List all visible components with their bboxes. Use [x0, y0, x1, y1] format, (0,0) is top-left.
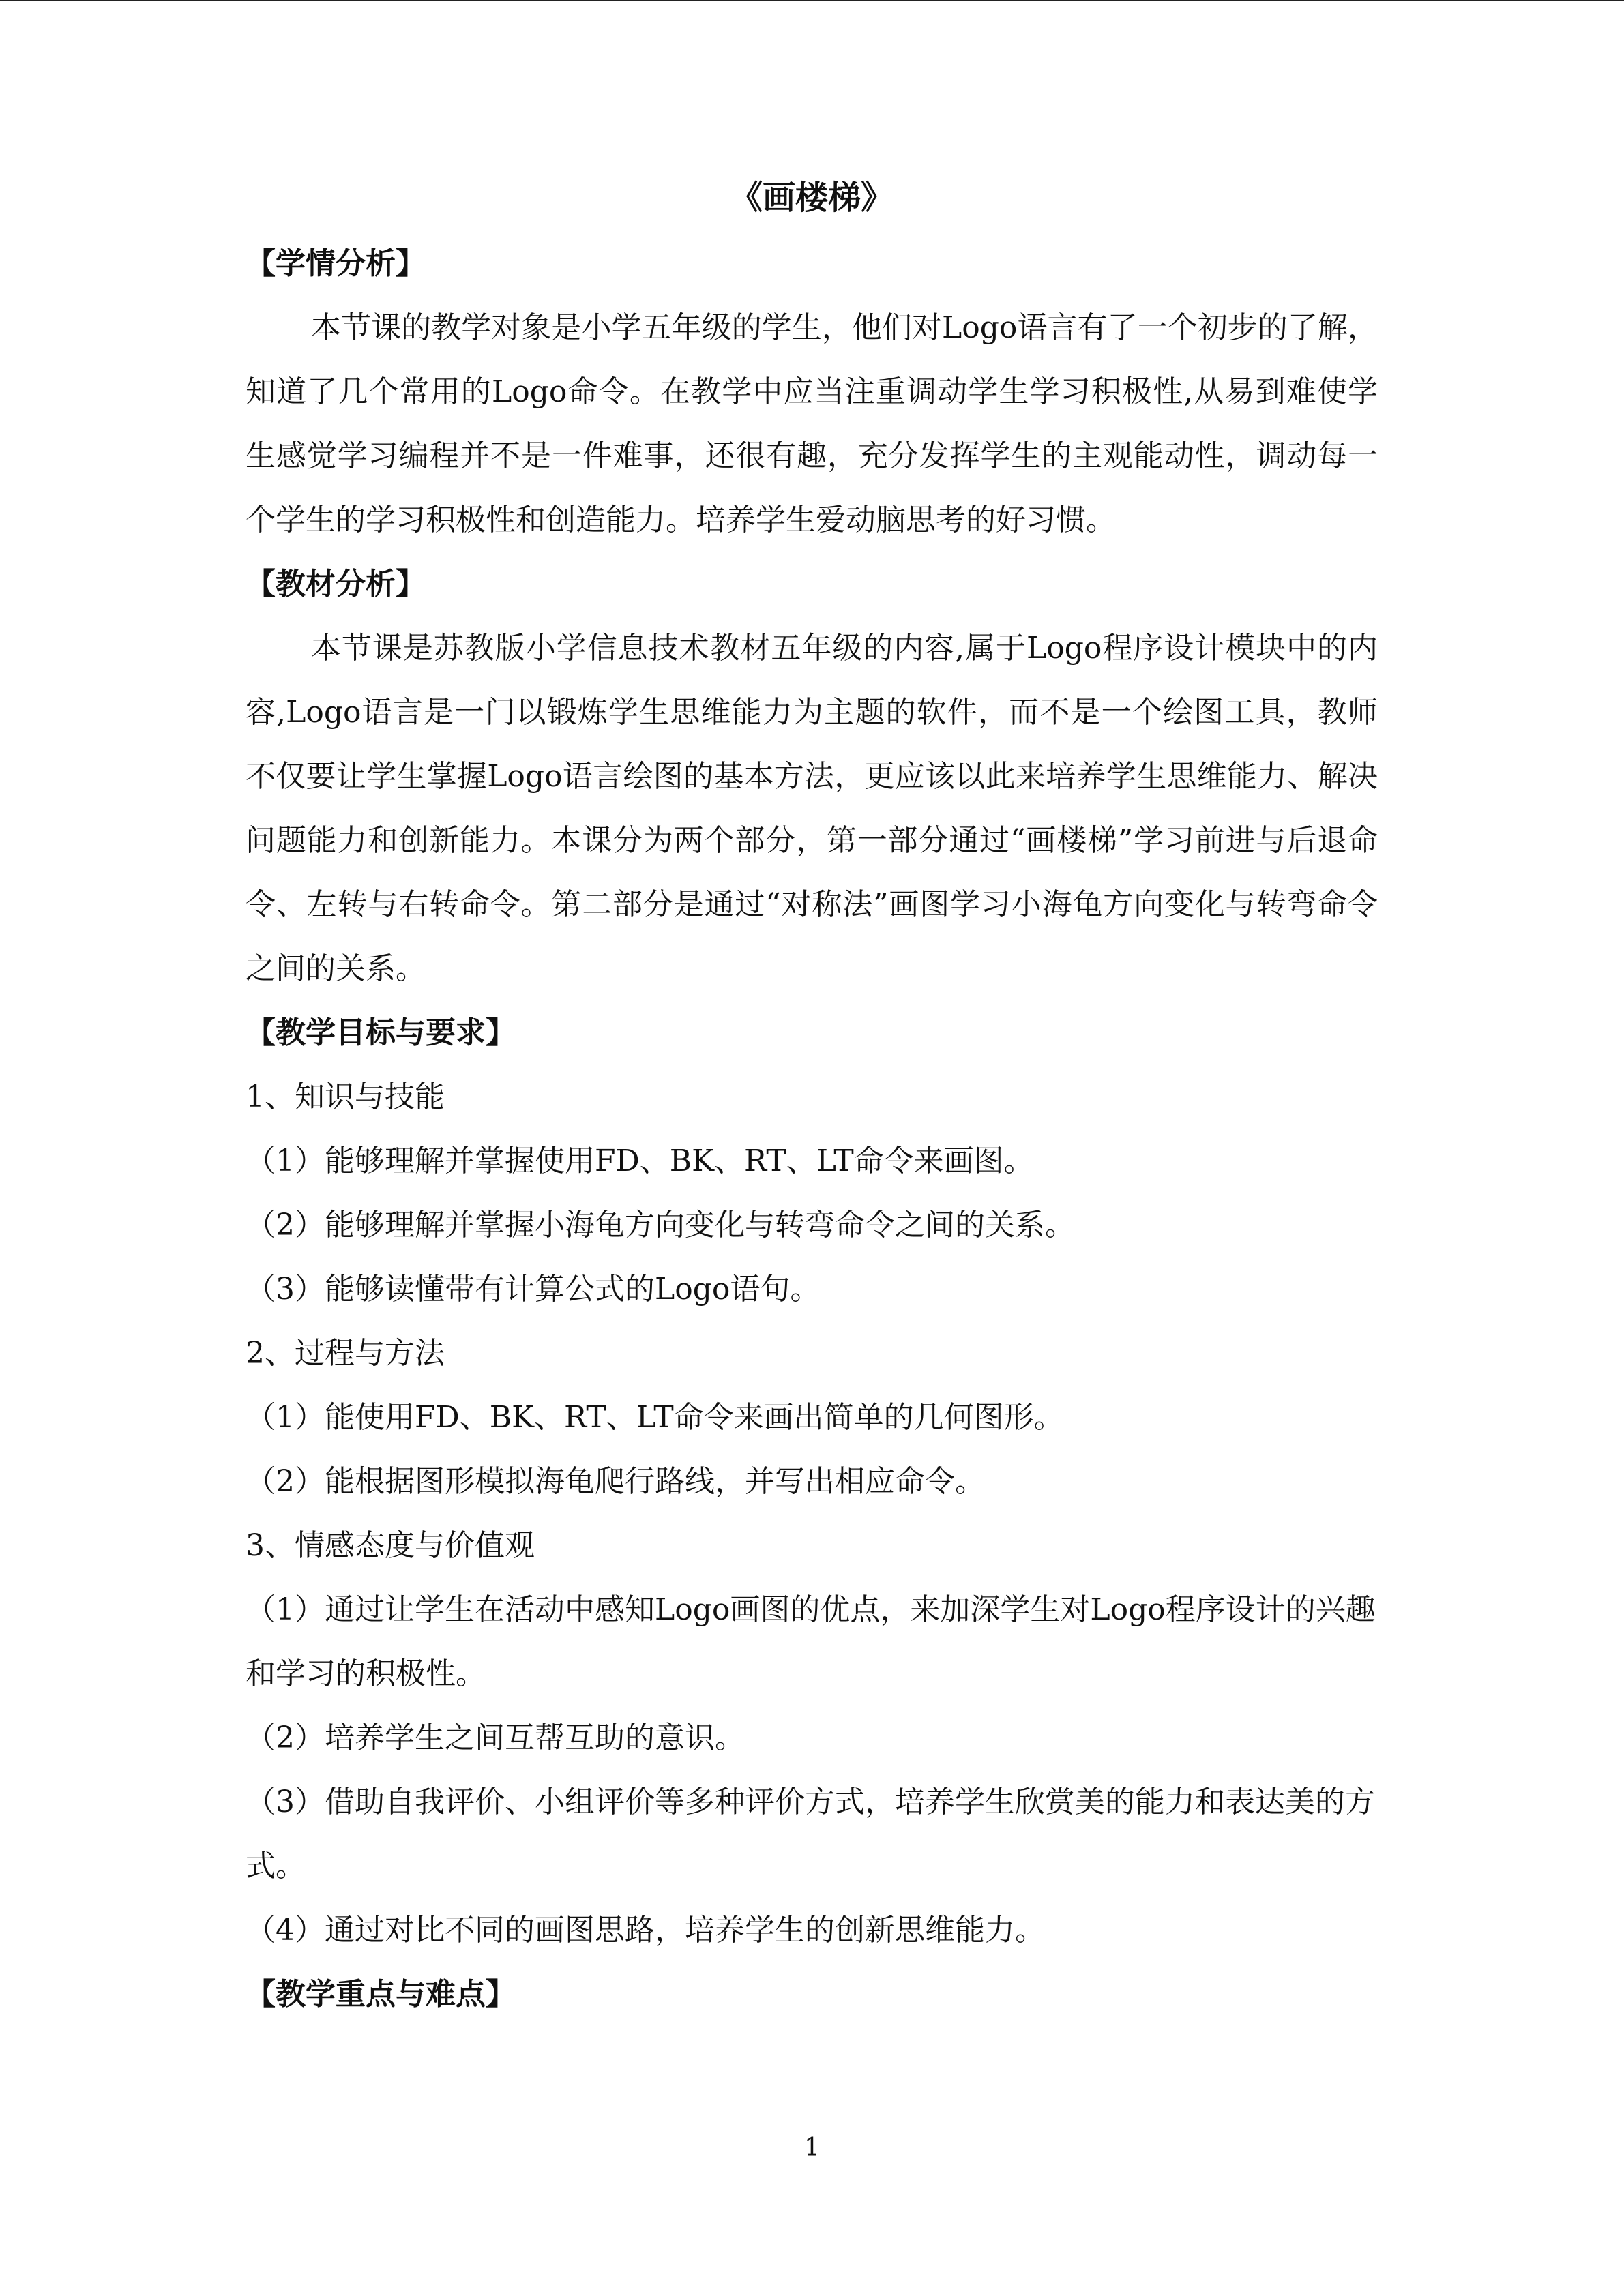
- section-heading: 【教学目标与要求】: [246, 1015, 516, 1050]
- section-student-analysis: [246, 232, 1378, 552]
- goal-line: 3、情感态度与价值观: [246, 1528, 535, 1563]
- section-heading: 【教材分析】: [246, 567, 426, 601]
- goal-line: （3）能够读懂带有计算公式的Logo语句。: [246, 1272, 821, 1307]
- section-heading: 【学情分析】: [246, 246, 426, 281]
- goal-line: （2）能够理解并掌握小海龟方向变化与转弯命令之间的关系。: [246, 1208, 1075, 1242]
- goal-line: 2、过程与方法: [246, 1336, 445, 1371]
- document-title: 《画楼梯》: [729, 179, 894, 217]
- document-page: [246, 170, 1378, 2027]
- goal-line: （3）借助自我评价、小组评价等多种评价方式，培养学生欣赏美的能力和表达美的方式。: [246, 1785, 1375, 1883]
- goal-line: （1）通过让学生在活动中感知Logo画图的优点，来加深学生对Logo程序设计的兴趣和学习的积极性。: [246, 1592, 1376, 1691]
- goal-line: （4）通过对比不同的画图思路，培养学生的创新思维能力。: [246, 1913, 1045, 1948]
- goal-line: （1）能使用FD、BK、RT、LT命令来画出简单的几何图形。: [246, 1400, 1064, 1435]
- section-heading: 【教学重点与难点】: [246, 1977, 516, 2012]
- section-paragraph: 本节课是苏教版小学信息技术教材五年级的内容,属于Logo程序设计模块中的内容,Logo语言是一门以锻炼学生思维能力为主题的软件，而不是一个绘图工具，教师不仅要让学生掌握Logo语言绘图的基本方法，更应该以此来培养学生思维能力、解决问题能力和创新能力。本课分为两个部分，第一部分通过“画楼梯”学习前进与后退命令、左转与右转命令。第二部分是通过“对称法”画图学习小海龟方向变化与转弯命令之间的关系。: [246, 631, 1378, 986]
- section-teaching-goals: [246, 1001, 1378, 1963]
- goal-line: （2）能根据图形模拟海龟爬行路线，并写出相应命令。: [246, 1464, 985, 1499]
- section-key-points: [246, 1963, 1378, 2027]
- section-material-analysis: [246, 552, 1378, 1001]
- goal-line: （2）培养学生之间互帮互助的意识。: [246, 1720, 745, 1755]
- page-top-border: [0, 0, 1624, 1]
- page-number: 1: [804, 2134, 820, 2162]
- goal-line: （1）能够理解并掌握使用FD、BK、RT、LT命令来画图。: [246, 1144, 1034, 1178]
- goal-line: 1、知识与技能: [246, 1079, 445, 1114]
- section-paragraph: 本节课的教学对象是小学五年级的学生，他们对Logo语言有了一个初步的了解，知道了几个常用的Logo命令。在教学中应当注重调动学生学习积极性,从易到难使学生感觉学习编程并不是一件难事，还很有趣，充分发挥学生的主观能动性，调动每一个学生的学习积极性和创造能力。培养学生爱动脑思考的好习惯。: [246, 310, 1378, 537]
